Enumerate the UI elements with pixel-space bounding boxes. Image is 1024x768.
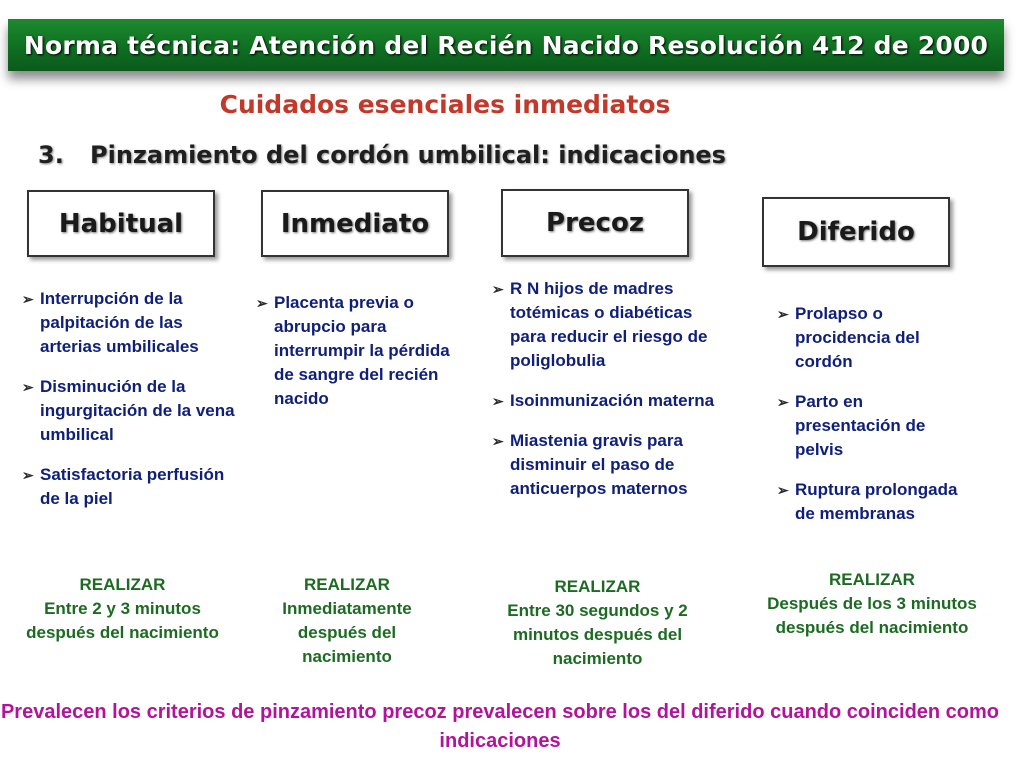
list-item: ➢ Satisfactoria perfusión de la piel <box>22 465 225 508</box>
bullet-arrow-icon: ➢ <box>22 467 34 483</box>
category-precoz: Precoz <box>501 189 689 257</box>
subtitle: Cuidados esenciales inmediatos <box>219 90 671 119</box>
page-title: Norma técnica: Atención del Recién Nacido Resolución 412 de 2000 <box>23 30 989 60</box>
bullet-arrow-icon: ➢ <box>777 394 789 410</box>
list-item: ➢ Interrupción de la palpitación de las arterias umbilicales <box>22 289 199 356</box>
section-number: 3. <box>38 141 64 169</box>
list-habitual <box>22 287 237 527</box>
footer-note: Prevalecen los criterios de pinzamiento precoz prevalecen sobre los del diferido cuando coinciden como indicaciones <box>0 701 1000 752</box>
list-item: ➢ Placenta previa o abrupcio para interrumpir la pérdida de sangre del recién nacido <box>256 293 450 408</box>
section-heading <box>38 141 726 169</box>
list-item: ➢ Isoinmunización materna <box>492 389 724 413</box>
bullet-arrow-icon: ➢ <box>492 433 504 449</box>
category-inmediato: Inmediato <box>261 190 449 257</box>
list-item: ➢ Ruptura prolongada de membranas <box>777 480 958 523</box>
bullet-arrow-icon: ➢ <box>492 281 504 297</box>
list-item: ➢ Parto en presentación de pelvis <box>777 392 926 459</box>
title-banner <box>8 19 1004 71</box>
bullet-arrow-icon: ➢ <box>777 482 789 498</box>
realizar-inmediato: REALIZAR Inmediatamente después del nacimiento <box>282 575 412 666</box>
bullet-arrow-icon: ➢ <box>22 379 34 395</box>
realizar-habitual: REALIZAR Entre 2 y 3 minutos después del nacimiento <box>26 575 219 642</box>
list-item: ➢ Miastenia gravis para disminuir el paso de anticuerpos maternos <box>492 431 688 498</box>
list-inmediato <box>256 291 456 427</box>
list-diferido <box>777 302 967 542</box>
category-habitual: Habitual <box>27 190 215 257</box>
category-diferido: Diferido <box>762 197 950 267</box>
realizar-diferido: REALIZAR Después de los 3 minutos después del nacimiento <box>767 570 977 637</box>
section-title: Pinzamiento del cordón umbilical: indicaciones <box>90 141 726 169</box>
list-item: ➢ Prolapso o procidencia del cordón <box>777 304 920 371</box>
realizar-precoz: REALIZAR Entre 30 segundos y 2 minutos después del nacimiento <box>507 577 688 668</box>
list-precoz <box>492 277 724 517</box>
bullet-arrow-icon: ➢ <box>777 306 789 322</box>
bullet-arrow-icon: ➢ <box>22 291 34 307</box>
bullet-arrow-icon: ➢ <box>256 295 268 311</box>
list-item: ➢ Disminución de la ingurgitación de la vena umbilical <box>22 377 235 444</box>
list-item: ➢ R N hijos de madres totémicas o diabéticas para reducir el riesgo de poliglobulia <box>492 279 708 370</box>
bullet-arrow-icon: ➢ <box>492 393 504 409</box>
